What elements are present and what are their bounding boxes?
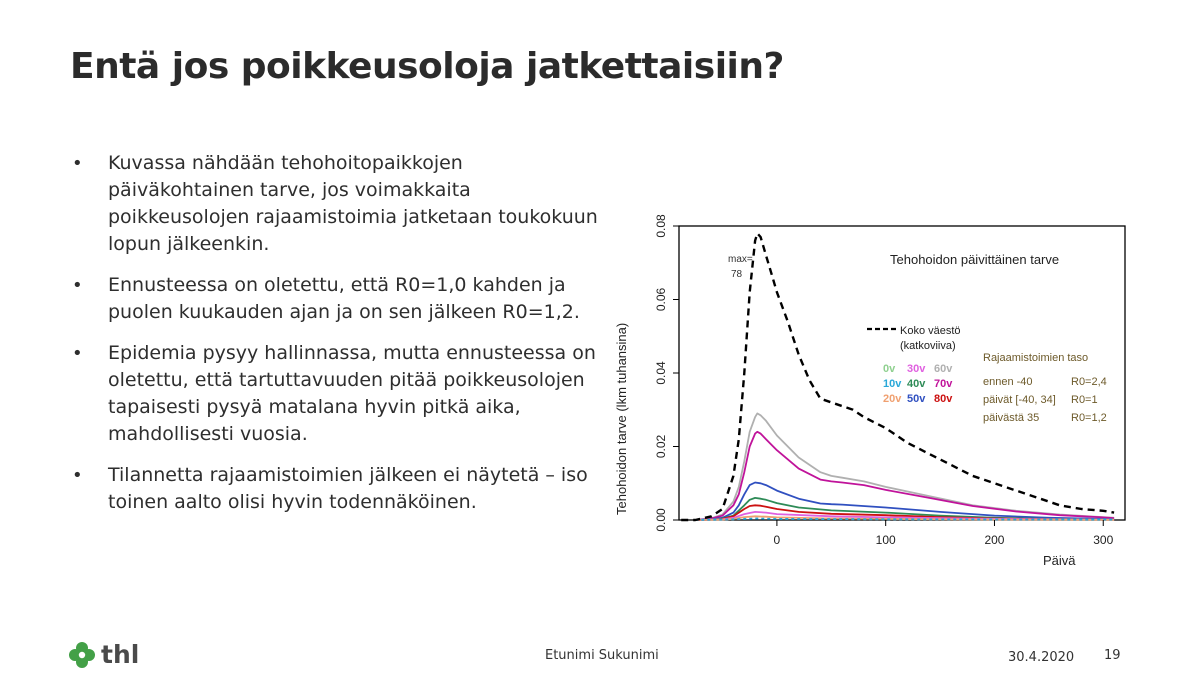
footer-date: 30.4.2020 bbox=[1008, 650, 1075, 665]
legend-age-label: 20v bbox=[883, 393, 902, 405]
bullet-dot: • bbox=[72, 275, 83, 296]
bullet-text: Kuvassa nähdään tehohoitopaikkojen päiväkohtainen tarve, jos voimakkaita poikkeusolojen rajaamistoimia jatketaan toukokuun lopun jälkeenkin. bbox=[108, 152, 598, 255]
legend-age-label: 70v bbox=[934, 378, 953, 390]
legend-age-label: 60v bbox=[934, 363, 953, 375]
plot-frame bbox=[679, 226, 1125, 520]
footer-author: Etunimi Sukunimi bbox=[545, 648, 659, 663]
legend-total-sublabel: (katkoviiva) bbox=[900, 340, 956, 352]
y-tick-label: 0.04 bbox=[654, 361, 668, 385]
y-axis-label: Tehohoidon tarve (lkm tuhansina) bbox=[614, 322, 629, 515]
y-tick-label: 0.08 bbox=[654, 214, 668, 238]
slide-title: Entä jos poikkeusoloja jatkettaisiin? bbox=[70, 46, 784, 87]
bullet-text: Tilannetta rajaamistoimien jälkeen ei näytetä – iso toinen aalto olisi hyvin todennäköinen. bbox=[108, 464, 588, 513]
max-label: max= bbox=[728, 254, 753, 265]
legend-age-label: 50v bbox=[907, 393, 926, 405]
y-tick-label: 0.06 bbox=[654, 287, 668, 312]
legend-age-label: 10v bbox=[883, 378, 902, 390]
bullet-item bbox=[70, 340, 600, 448]
flower-logo-icon bbox=[68, 641, 96, 669]
x-tick-label: 0 bbox=[773, 533, 781, 547]
bullet-dot: • bbox=[72, 153, 83, 174]
bullet-item bbox=[70, 150, 600, 258]
thl-logo bbox=[68, 640, 139, 670]
x-tick-label: 100 bbox=[875, 533, 896, 547]
logo-text: thl bbox=[101, 640, 140, 669]
bullet-dot: • bbox=[72, 465, 83, 486]
annotation-period: ennen -40 bbox=[983, 376, 1033, 388]
y-tick-label: 0.02 bbox=[654, 434, 668, 459]
x-tick-label: 300 bbox=[1093, 533, 1114, 547]
x-tick-label: 200 bbox=[984, 533, 1005, 547]
y-tick-label: 0.00 bbox=[654, 508, 668, 532]
legend-age-label: 80v bbox=[934, 393, 953, 405]
page-number: 19 bbox=[1104, 648, 1121, 663]
max-value: 78 bbox=[731, 269, 743, 280]
bullet-dot: • bbox=[72, 343, 83, 364]
annotation-r0: R0=1 bbox=[1071, 394, 1098, 406]
bullet-list bbox=[70, 150, 600, 530]
bullet-text: Epidemia pysyy hallinnassa, mutta ennusteessa on oletettu, että tartuttavuuden pitää poikkeusolojen tapaisesti pysyä matalana hyvin pitkä aika, mahdollisesti vuosia. bbox=[108, 342, 596, 445]
legend-age-label: 0v bbox=[883, 363, 896, 375]
bullet-item bbox=[70, 462, 600, 516]
x-axis-label: Päivä bbox=[1043, 553, 1076, 568]
annotation-period: päivät [-40, 34] bbox=[983, 394, 1056, 406]
chart-title: Tehohoidon päivittäinen tarve bbox=[890, 252, 1060, 267]
series-line-koko-väestö bbox=[681, 233, 1114, 520]
bullet-item bbox=[70, 272, 600, 326]
annotation-r0: R0=2,4 bbox=[1071, 376, 1107, 388]
legend-total-label: Koko väestö bbox=[900, 325, 961, 337]
annotation-heading: Rajaamistoimien taso bbox=[983, 352, 1089, 364]
legend-age-label: 40v bbox=[907, 378, 926, 390]
series-layer bbox=[681, 233, 1114, 520]
series-line-60v bbox=[695, 413, 1114, 520]
age-group-legend bbox=[883, 363, 953, 405]
icu-demand-chart bbox=[600, 205, 1160, 580]
series-line-70v bbox=[695, 432, 1114, 520]
annotation-period: päivästä 35 bbox=[983, 412, 1040, 424]
annotation-r0: R0=1,2 bbox=[1071, 412, 1107, 424]
legend-age-label: 30v bbox=[907, 363, 926, 375]
bullet-text: Ennusteessa on oletettu, että R0=1,0 kahden ja puolen kuukauden ajan ja on sen jälkeen R0=1,2. bbox=[108, 274, 580, 323]
